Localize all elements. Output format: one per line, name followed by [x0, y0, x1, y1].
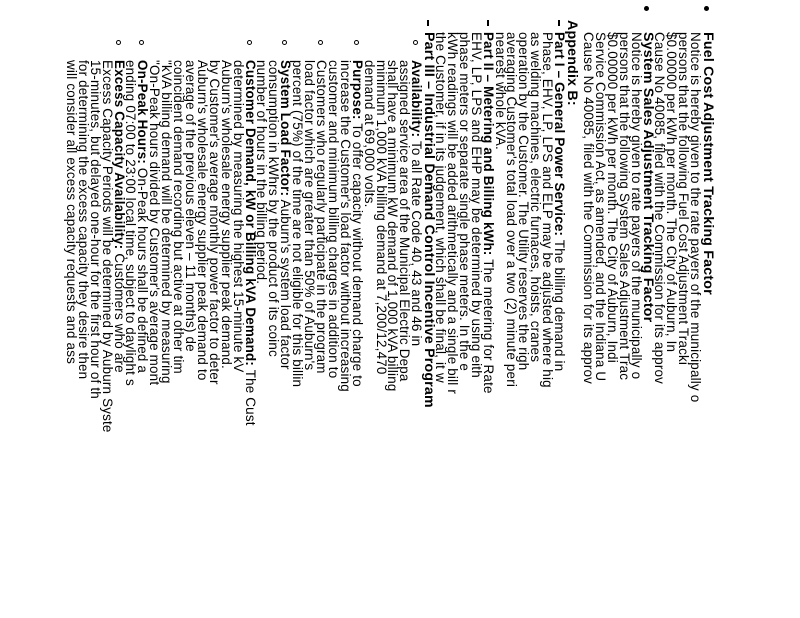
- bullet-icon: [704, 6, 709, 11]
- availability-block: [363, 20, 423, 618]
- purpose-line: customer and minimum billing charges in addition to: [325, 60, 341, 379]
- system-sales-line: Cause No 40085, filed with the Commission for its approv: [580, 32, 596, 385]
- availability-line: minimum 1,000 kVA billing demand at 7,200/12,470: [373, 60, 389, 375]
- on-peak-block: [125, 20, 149, 618]
- excess-line: 15-minutes, but delayed one-hour for the first hour of th: [87, 60, 103, 399]
- part3-block: [63, 20, 438, 618]
- load-factor-block: [256, 20, 292, 618]
- system-sales-heading: System Sales Adjustment Tracking Factor: [640, 32, 657, 323]
- circle-bullet-icon: [354, 40, 359, 45]
- part2-line: kWh readings will be added arithmetically and a single bill r: [444, 32, 460, 395]
- customers-line: Customers who regularly participate in the program: [314, 60, 329, 374]
- part1-line: averaging Customer's total load over a two (2) minute peri: [504, 32, 520, 388]
- demand-line: average of the previous eleven – 11 months) de: [183, 60, 199, 352]
- demand-block: [147, 20, 258, 618]
- on-peak-line: On-Peak hours shall be defined a: [135, 167, 151, 374]
- part3-lead: Part III – Industrial Demand Control Incentive Program: [421, 32, 438, 408]
- purpose-line: To offer capacity without demand charge to: [349, 123, 365, 387]
- dash-icon: [558, 20, 560, 26]
- system-sales-line: Notice is hereby given to rate payers of the municipally o: [628, 32, 644, 380]
- purpose-line: increase the Customer's load factor without increasing: [337, 60, 353, 392]
- load-factor-line: Auburn's system load factor: [278, 199, 294, 370]
- excess-block: [65, 20, 125, 618]
- part1-lead: Part I – General Power Service:: [552, 32, 568, 237]
- fuel-cost-line: persons that the following Fuel Cost Adjustment Tracki: [676, 32, 692, 366]
- demand-line: The Cust: [242, 369, 258, 426]
- demand-line: by Customer's average monthly power factor to deter: [206, 60, 222, 385]
- availability-line: demand at 69,000 volts.: [361, 60, 377, 208]
- customers-block: [291, 20, 327, 618]
- dash-icon: [487, 20, 489, 26]
- system-sales-line: $0.00000 per kWh per month. The City of Auburn, Indi: [604, 32, 620, 363]
- availability-line: assigned service area of the Municipal Electric Depa: [397, 60, 413, 382]
- part1-line: as welding machines, electric furnaces, hoists, cranes: [528, 32, 544, 363]
- fuel-cost-section: [652, 20, 716, 618]
- part1-line: operation by the Customer. The Utility reserves the righ: [516, 32, 532, 371]
- availability-line: shall have a minimum kW demand of 1,000 kVA billing: [385, 60, 401, 392]
- demand-line: determined by measuring the highest 15-minute kV: [230, 60, 246, 373]
- bullet-icon: [644, 6, 649, 11]
- excess-line: Excess Capacity Periods will be determined by Auburn Syste: [99, 60, 115, 433]
- fuel-cost-line: Cause No 40085, filed with the Commission for its approv: [652, 32, 668, 385]
- system-sales-section: [580, 20, 657, 618]
- fuel-cost-line: Notice is hereby given to the rate payers of the municipally o: [688, 32, 704, 403]
- purpose-label: Purpose:: [349, 60, 365, 120]
- part2-line: phase meters or separate single phase meters. In the e: [456, 32, 472, 372]
- demand-line: coincident demand recording but active at other tim: [171, 60, 187, 374]
- excess-line: for determining the excess capacity they desire then: [75, 60, 91, 380]
- circle-bullet-icon: [247, 40, 252, 45]
- circle-bullet-icon: [116, 40, 121, 45]
- circle-bullet-icon: [318, 40, 323, 45]
- demand-line: "kVA billing demand will be determined by measuring: [159, 60, 175, 384]
- customers-line: percent (75%) of the time are not eligible for this billin: [290, 60, 306, 388]
- part2-line: the Customer, if in its judgement, which shall be final, it w: [433, 32, 449, 383]
- availability-line: To all Rate Code 40, 43 and 46 in: [409, 140, 425, 347]
- part1-line: Phase, EHV, LP, LPS and ELP may be adjusted where hig: [540, 32, 556, 388]
- load-factor-line: consumption in kWhrs by the product of its coinc: [266, 60, 282, 357]
- availability-label: Availability:: [409, 60, 425, 138]
- system-sales-line: persons that the following System Sales Adjustment Trac: [616, 32, 632, 381]
- appendix-heading: Appendix B:: [564, 20, 581, 106]
- fuel-cost-heading: Fuel Cost Adjustment Tracking Factor: [700, 32, 716, 295]
- part2-line: The metering for Rate: [480, 259, 496, 394]
- part2-lead: Part II – Metering and Billing kWh:: [480, 32, 496, 256]
- demand-line: Auburn's wholesale energy supplier peak demand.: [218, 60, 234, 369]
- part1-line: The billing demand in: [552, 239, 568, 372]
- part1-block: [492, 20, 568, 618]
- demand-label: Customer Demand, kW or Billing kVA Demand:: [242, 60, 258, 367]
- on-peak-label: On-Peak Hours:: [135, 60, 151, 164]
- system-sales-line: Service Commission Act, as amended, and the Indiana U: [592, 32, 608, 382]
- excess-label: Excess Capacity Availability:: [111, 60, 127, 250]
- rotated-document-body: [63, 20, 716, 618]
- load-factor-label: System Load Factor:: [278, 60, 294, 197]
- part1-line: nearest whole kVA.: [492, 32, 508, 150]
- dash-icon: [427, 20, 429, 26]
- demand-line: "On-Peak hours divided by Customer's average mont: [147, 60, 163, 386]
- on-peak-line: ending 07:00 to 23:00 local time, subject to daylight s: [123, 60, 139, 386]
- appendix-section: [63, 20, 581, 618]
- excess-line: will consider all excess capacity requests and ass: [63, 60, 79, 364]
- part2-line: EHV, LP, LPS and EHP may be determined by using eith: [468, 32, 484, 378]
- demand-line: Auburn's wholesale energy supplier peak demand to: [194, 60, 210, 381]
- fuel-cost-line: $0.00000 per kWh per month. The City of Auburn, In: [664, 32, 680, 353]
- part2-block: [434, 20, 494, 618]
- customers-line: load factor which are greater than 50% of Auburn's: [302, 60, 318, 371]
- excess-line: Customers who are: [111, 253, 127, 373]
- purpose-block: [327, 20, 363, 618]
- load-factor-line: number of hours in the billing period.: [254, 60, 270, 285]
